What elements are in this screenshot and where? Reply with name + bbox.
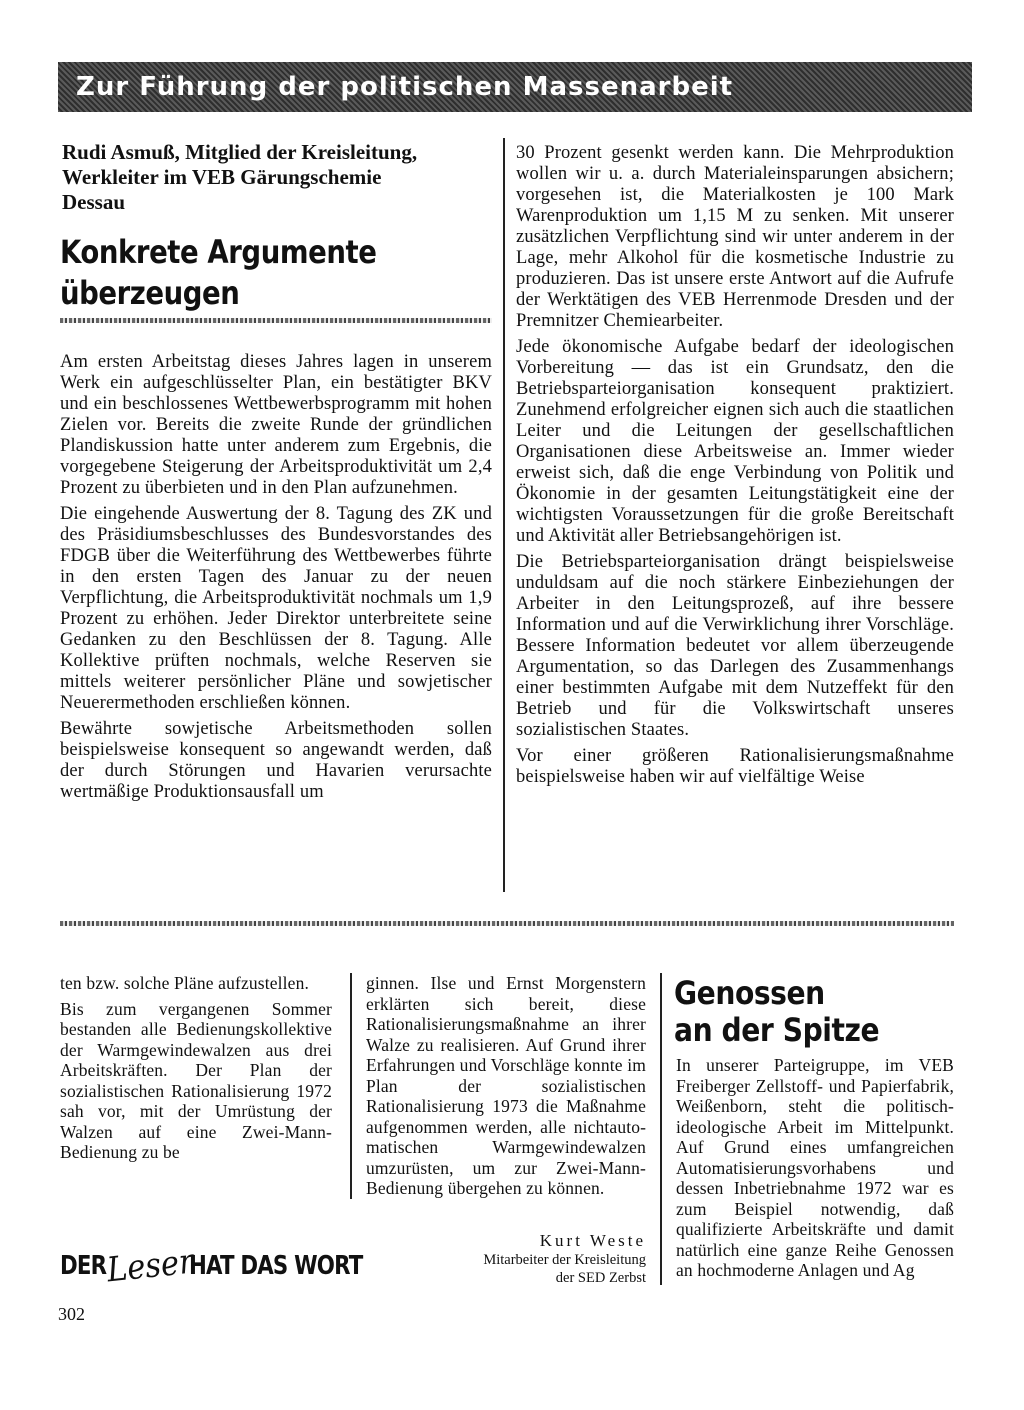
author-byline (62, 140, 492, 215)
logo-part: HAT DAS WORT (188, 1251, 363, 1281)
headline-line: Konkrete Argumente (60, 233, 377, 271)
column-divider (503, 138, 505, 892)
logo-script-part: Leser (105, 1241, 196, 1291)
paragraph: 30 Prozent gesenkt werden kann. Die Mehrproduktion wollen wir u. a. durch Materialeinsparungen absichern; vorgesehen ist, die Materialkosten je 100 Mark Warenproduktion um 1,15 M zu senken. Mit unserer zusätzlichen Verpflichtung sind wir unter anderem in der Lage, mehr Alkohol für die kosmetische Industrie zu produzieren. Das ist unsere erste Antwort auf die Aufrufe der Werktätigen des VEB Herrenmode Dresden und der Premnitzer Chemiearbeiter. (516, 143, 954, 331)
paragraph: ginnen. Ilse und Ernst Morgenstern erklärten sich bereit, diese Rationalisierungsmaßnahme an ihrer Walze zu realisieren. Auf Grund ihrer Erfahrungen und Vorschläge konnte im Plan der sozialistischen Rationalisierung 1973 die Maßnahme aufgenommen werden, alle nichtautomatischen Warmgewindewalzen umzurüsten, um zur Zwei-Mann-Bedienung übergehen zu können. (366, 973, 646, 1198)
paragraph: Bewährte sowjetische Arbeitsmethoden sollen beispielsweise konsequent so angewandt werden, daß der durch Störungen und Havarien verursachte wertmäßige Produktionsausfall um (60, 719, 492, 802)
letter-signature (366, 1230, 646, 1287)
author-line: Dessau (62, 190, 126, 214)
paragraph: Am ersten Arbeitstag dieses Jahres lagen in unserem Werk ein aufgeschlüsselter Plan, ein bestätigter BKV und ein beschlossenes Wettbewerbsprogramm mit hohen Zielen vor. Bereits die zweite Runde der gründlichen Plandiskussion hatte unter anderem zum Ergebnis, die vorgegebene Steigerung der Arbeitsproduktivität um 2,4 Prozent zu überbieten und in den Plan aufzunehmen. (60, 352, 492, 498)
letter-column-1 (60, 973, 332, 1168)
article-column-2 (516, 143, 954, 793)
signature-name: Kurt Weste (539, 1231, 646, 1250)
leser-hat-das-wort-logo (60, 1240, 363, 1292)
section-divider (60, 921, 954, 926)
headline-divider (60, 318, 492, 323)
letter-column-2 (366, 973, 646, 1204)
logo-part: DER (60, 1251, 107, 1281)
paragraph: Bis zum vergangenen Sommer bestanden alle Bedienungskollektive der Warmgewindewalzen aus drei Arbeitskräften. Der Plan der sozialistischen Rationalisierung 1972 sah vor, mit der Umrüstung der Walzen auf eine Zwei-Mann-Bedienung zu be (60, 998, 332, 1162)
section-banner (58, 62, 972, 112)
signature-role: Mitarbeiter der Kreisleitung (483, 1252, 646, 1268)
author-line: Werkleiter im VEB Gärungschemie (62, 165, 382, 189)
article2-column (676, 1055, 954, 1286)
headline-line: überzeugen (60, 274, 240, 312)
signature-role: der SED Zerbst (555, 1269, 646, 1286)
paragraph: ten bzw. solche Pläne aufzustellen. (60, 973, 310, 993)
headline-line: Genossen (674, 974, 825, 1012)
paragraph: Die Betriebsparteiorganisation drängt beispielsweise unduldsam auf die noch stärkere Einbeziehungen der Arbeiter in den Leitungsprozeß, auf ihre bessere Information und auf die Verwirklichung ihrer Vorschläge. Bessere Information bedeutet vor allem überzeugende Argumentation, so das Darlegen des Zusammenhangs einer bestimmten Aufgabe mit dem Nutzeffekt für den Betrieb und für die Volkswirtschaft unseres sozialistischen Staates. (516, 552, 954, 740)
column-divider (350, 973, 352, 1199)
article2-headline (674, 975, 929, 1049)
paragraph: In unserer Parteigruppe, im VEB Freiberger Zellstoff- und Papierfabrik, Weißenborn, steht die politisch-ideologische Arbeit im Mittelpunkt. Auf Grund eines umfangreichen Automatisierungsvorhabens und dessen Inbetriebnahme 1972 war es zum Beispiel notwendig, daß qualifizierte Arbeitskräfte und damit natürlich eine ganze Reihe Genossen an hochmoderne Anlagen und Ag (676, 1055, 954, 1280)
section-banner-title: Zur Führung der politischen Massenarbeit (76, 72, 734, 102)
headline-line: an der Spitze (674, 1011, 880, 1049)
paragraph: Die eingehende Auswertung der 8. Tagung des ZK und des Präsidiumsbeschlusses des Bundesvorstandes des FDGB über die Weiterführung des Wettbewerbes führte in den ersten Tagen des Januar zu der neuen Verpflichtung, die Arbeitsproduktivität nochmals um 1,9 Prozent zu erhöhen. Jeder Direktor unterbreitete seine Gedanken zu den Beschlüssen der 8. Tagung. Alle Kollektive prüften nochmals, welche Reserven sie mittels weiterer persönlicher Pläne und sowjetischer Neuerermethoden erschließen können. (60, 504, 492, 713)
article-column-1 (60, 352, 492, 808)
author-line: Rudi Asmuß, Mitglied der Kreisleitung, (62, 140, 418, 164)
column-divider (660, 973, 662, 1285)
page-number: 302 (58, 1304, 85, 1324)
paragraph: Vor einer größeren Rationalisierungsmaßnahme beispielsweise haben wir auf vielfältige Weise (516, 746, 954, 787)
article-headline (60, 232, 430, 314)
paragraph: Jede ökonomische Aufgabe bedarf der ideologischen Vorbereitung — das ist ein Grundsatz, den die Betriebsparteiorganisation konsequent praktiziert. Zunehmend erfolgreicher eignen sich auch die staatlichen Leiter und die Leitungen der gesellschaftlichen Organisationen diese Arbeitsweise an. Immer wieder erweist sich, daß die enge Verbindung von Politik und Ökonomie in der gesamten Leitungstätigkeit eine der wichtigsten Voraussetzungen für die große Bereitschaft und Aktivität aller Betriebsangehörigen ist. (516, 337, 954, 546)
